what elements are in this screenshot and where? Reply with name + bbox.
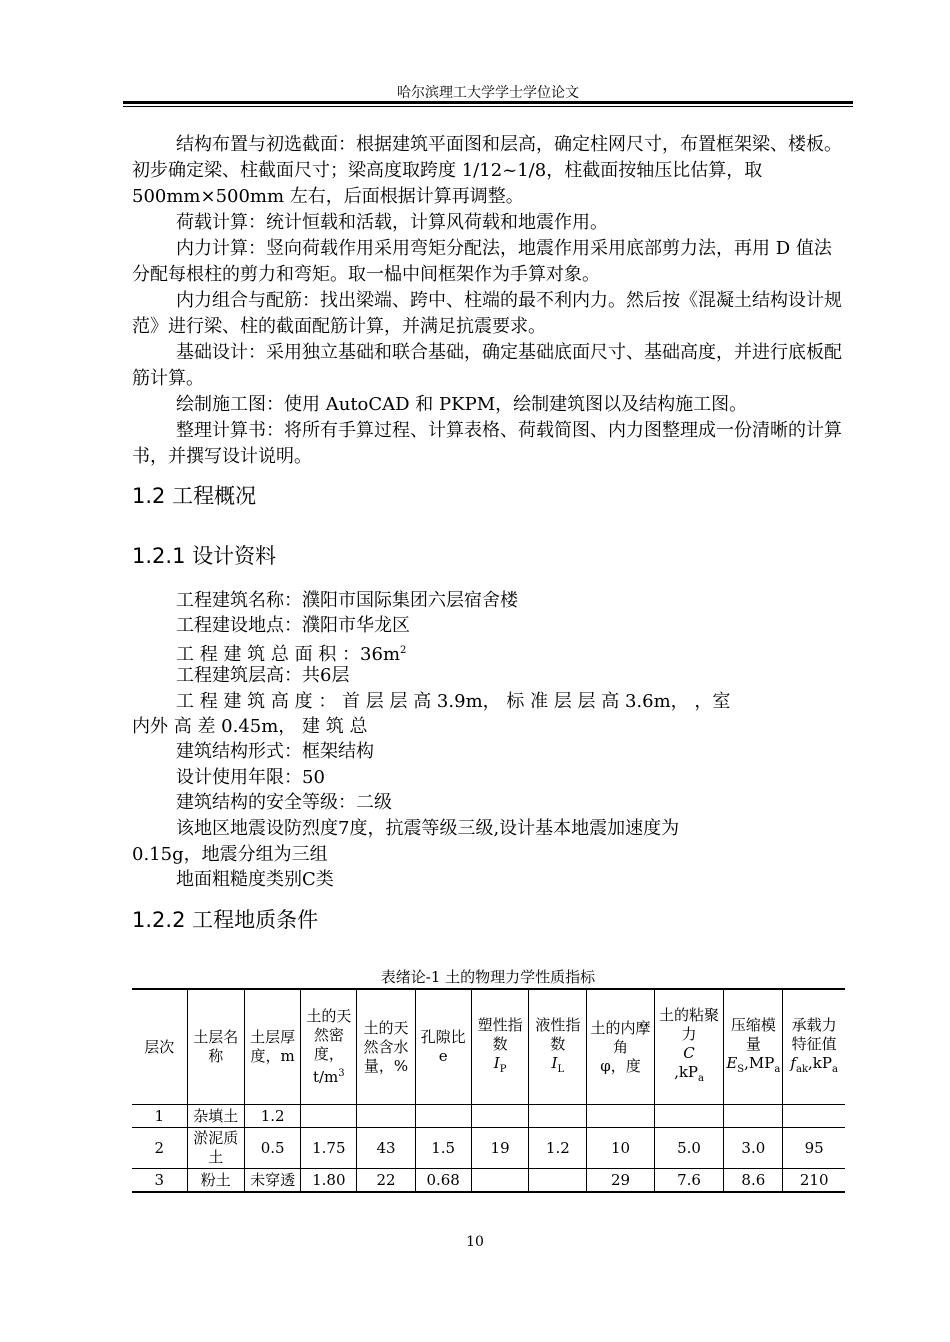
paragraph-combination: 内力组合与配筋：找出梁端、跨中、柱端的最不利内力。然后按《混凝土结构设计规范》进行梁、柱的截面配筋计算，并满足抗震要求。 — [132, 290, 842, 337]
table-cell: 杂填土 — [187, 1105, 244, 1128]
table-cell: 粉土 — [187, 1169, 244, 1193]
th-plastic-sym: I — [493, 1053, 500, 1072]
th-plastic — [471, 989, 529, 1105]
th-bearing-text: 承载力特征值 — [791, 1015, 837, 1053]
th-plastic-sub: P — [499, 1063, 507, 1075]
table-cell: 43 — [357, 1128, 415, 1169]
th-modulus-unit: ,MP — [744, 1053, 775, 1072]
th-friction — [587, 989, 655, 1105]
info-height-2: 内外 高 差 0.45m， 建 筑 总 — [132, 716, 368, 737]
table-cell: 22 — [357, 1169, 415, 1193]
table-cell: 1.80 — [301, 1169, 357, 1193]
table-cell: 10 — [587, 1128, 655, 1169]
table-row — [132, 1105, 845, 1128]
info-area-sup: 2 — [400, 645, 407, 656]
table-cell: 1.5 — [415, 1128, 471, 1169]
table-cell — [587, 1105, 655, 1128]
th-bearing-unit: ,kP — [808, 1053, 832, 1072]
info-seismic-1: 该地区地震设防烈度7度，抗震等级三级,设计基本地震加速度为 — [176, 818, 680, 839]
table-cell: 淤泥质土 — [187, 1128, 244, 1169]
table-cell — [471, 1105, 529, 1128]
th-liquid-sub: L — [557, 1063, 565, 1075]
table-cell: 未穿透 — [245, 1169, 301, 1193]
th-modulus-sub2: a — [774, 1063, 781, 1075]
th-name: 土层名称 — [187, 989, 244, 1105]
header-rule-thin — [123, 106, 853, 107]
info-area-label: 工 程 建 筑 总 面 积 ：36 — [176, 644, 383, 665]
table-cell: 8.6 — [724, 1169, 783, 1193]
table-cell: 95 — [783, 1128, 845, 1169]
section-heading-1-2: 1.2 工程概况 — [132, 484, 257, 508]
th-void — [415, 989, 471, 1105]
th-bearing-sub2: a — [831, 1063, 838, 1075]
table-cell: 19 — [471, 1128, 529, 1169]
table-cell: 1 — [132, 1105, 187, 1128]
th-bearing-sub: ak — [795, 1063, 809, 1075]
table-cell: 5.0 — [654, 1128, 724, 1169]
table-cell — [471, 1169, 529, 1193]
info-floors: 工程建筑层高：共6层 — [176, 665, 350, 686]
th-modulus-sym: E — [726, 1053, 738, 1072]
table-cell — [724, 1105, 783, 1128]
info-seismic-2: 0.15g，地震分组为三组 — [132, 844, 328, 865]
th-cohesion-sub: a — [698, 1073, 704, 1084]
th-bearing-sym: f — [790, 1053, 796, 1072]
paragraph-structure: 结构布置与初选截面：根据建筑平面图和层高，确定柱网尺寸，布置框架梁、楼板。初步确定梁、柱截面尺寸；梁高度取跨度 1/12~1/8，柱截面按轴压比估算，取 500mm×500mm 左右，后面根据计算再调整。 — [132, 134, 842, 207]
th-density-text: 土的天然密度，t/m — [306, 1007, 352, 1086]
info-name: 工程建筑名称：濮阳市国际集团六层宿舍楼 — [176, 590, 518, 611]
table-cell: 1.75 — [301, 1128, 357, 1169]
table-cell — [301, 1105, 357, 1128]
th-bearing — [783, 989, 845, 1105]
header-rule-thick — [123, 101, 853, 104]
th-density — [301, 989, 357, 1105]
info-roughness: 地面粗糙度类别C类 — [176, 869, 334, 890]
th-cohesion — [654, 989, 724, 1105]
paragraph-load: 荷载计算：统计恒载和活载，计算风荷载和地震作用。 — [176, 212, 608, 233]
paragraph-drawing: 绘制施工图：使用 AutoCAD 和 PKPM，绘制建筑图以及结构施工图。 — [176, 394, 748, 415]
table-cell — [357, 1105, 415, 1128]
table-cell: 3 — [132, 1169, 187, 1193]
th-void-sym: e — [438, 1047, 448, 1065]
th-water: 土的天然含水量，% — [357, 989, 415, 1105]
table-cell — [415, 1105, 471, 1128]
table-row — [132, 1169, 845, 1193]
paragraph-internal-force: 内力计算：竖向荷载作用采用弯矩分配法，地震作用采用底部剪力法，再用 D 值法分配每根柱的剪力和弯矩。取一榀中间框架作为手算对象。 — [132, 238, 832, 285]
info-structure: 建筑结构形式：框架结构 — [176, 741, 374, 762]
th-modulus — [724, 989, 783, 1105]
th-cohesion-unit: ,kP — [674, 1063, 699, 1081]
page-header: 哈尔滨理工大学学士学位论文 — [397, 85, 579, 101]
info-safety: 建筑结构的安全等级：二级 — [176, 792, 392, 813]
th-liquid-text: 液性指数 — [535, 1015, 581, 1053]
th-cohesion-text: 土的粘聚力 — [659, 1006, 720, 1043]
soil-properties-table — [132, 988, 845, 1193]
th-modulus-text: 压缩模量 — [730, 1015, 776, 1053]
table-cell — [654, 1105, 724, 1128]
th-modulus-sub: S — [737, 1063, 745, 1075]
info-height-1: 工 程 建 筑 高 度 ： 首 层 层 高 3.9m， 标 准 层 层 高 3.6m， ，室 — [176, 691, 731, 712]
info-area-unit: m — [382, 644, 401, 665]
info-life: 设计使用年限：50 — [176, 767, 325, 788]
table-cell — [529, 1105, 587, 1128]
th-liquid — [529, 989, 587, 1105]
table-cell: 2 — [132, 1128, 187, 1169]
table-cell — [783, 1105, 845, 1128]
paragraph-foundation: 基础设计：采用独立基础和联合基础，确定基础底面尺寸、基础高度，并进行底板配筋计算。 — [132, 342, 842, 389]
section-heading-1-2-2: 1.2.2 工程地质条件 — [132, 908, 319, 932]
table-cell: 0.68 — [415, 1169, 471, 1193]
table-cell — [529, 1169, 587, 1193]
info-location: 工程建设地点：濮阳市华龙区 — [176, 615, 410, 636]
table-cell: 29 — [587, 1169, 655, 1193]
th-density-sup: 3 — [338, 1068, 345, 1079]
table-cell: 3.0 — [724, 1128, 783, 1169]
table-cell: 210 — [783, 1169, 845, 1193]
section-heading-1-2-1: 1.2.1 设计资料 — [132, 544, 277, 568]
th-cohesion-sym: C — [683, 1044, 695, 1062]
table-row — [132, 1128, 845, 1169]
page-number: 10 — [466, 1234, 484, 1250]
th-liquid-sym: I — [551, 1053, 558, 1072]
th-friction-text: 土的内摩角 — [590, 1018, 651, 1056]
th-plastic-text: 塑性指数 — [477, 1015, 523, 1053]
th-layer: 层次 — [132, 989, 187, 1105]
table-header-row — [132, 989, 845, 1105]
th-void-text: 孔隙比 — [420, 1028, 466, 1046]
th-thickness: 土层厚度，m — [245, 989, 301, 1105]
table-cell: 7.6 — [654, 1169, 724, 1193]
table-caption: 表绪论-1 土的物理力学性质指标 — [380, 968, 596, 986]
paragraph-calculation-book: 整理计算书：将所有手算过程、计算表格、荷载简图、内力图整理成一份清晰的计算书，并撰写设计说明。 — [132, 420, 842, 467]
table-cell: 1.2 — [529, 1128, 587, 1169]
th-friction-sym: φ，度 — [600, 1056, 641, 1075]
table-cell: 0.5 — [245, 1128, 301, 1169]
table-cell: 1.2 — [245, 1105, 301, 1128]
